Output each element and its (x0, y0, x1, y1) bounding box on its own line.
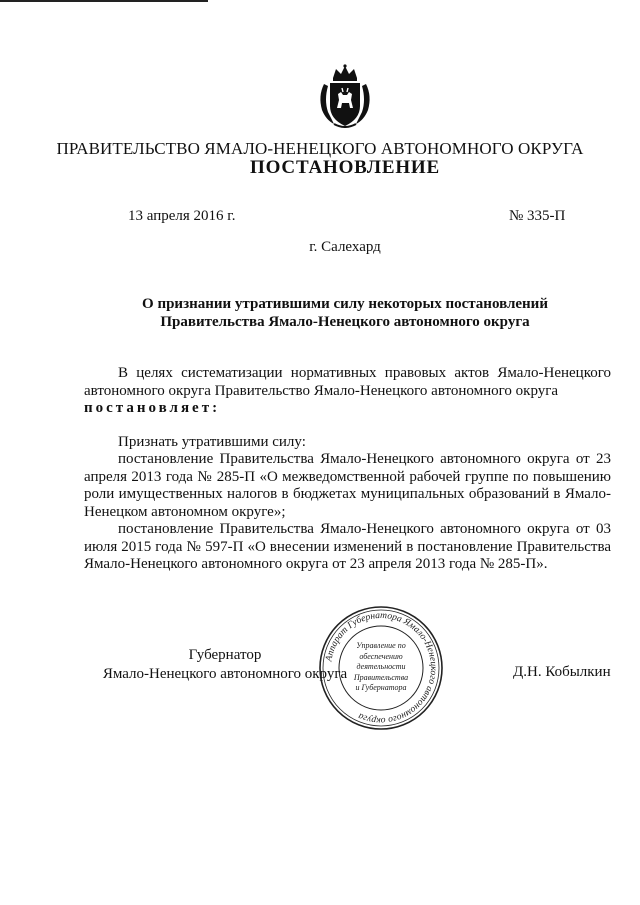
stamp-ring-text: Аппарат Губернатора Ямало-Ненецкого автономного округа (324, 610, 439, 726)
coat-of-arms-icon (314, 64, 376, 128)
top-rule-line (0, 0, 208, 2)
stamp-inner-text (349, 641, 413, 694)
document-title-line-1: О признании утратившими силу некоторых постановлений (142, 296, 548, 312)
stamp-inner-line-2: обеспечению (359, 651, 403, 661)
preamble-paragraph (84, 365, 611, 418)
repealed-item-1-text: постановление Правительства Ямало-Ненецкого автономного округа от 23 апреля 2013 года № 285-П «О межведомственной рабочей группе по повышению роли имущественных налогов в бюджетах муниципальных образований в Ямало-Ненецком автономном округе»; (84, 451, 611, 520)
government-name: ПРАВИТЕЛЬСТВО ЯМАЛО-НЕНЕЦКОГО АВТОНОМНОГО ОКРУГА (56, 139, 584, 158)
document-city: г. Салехард (309, 239, 381, 255)
stamp-inner-line-1: Управление по (356, 641, 406, 650)
document-date: 13 апреля 2016 г. (128, 208, 236, 224)
signatory-title-line-2: Ямало-Ненецкого автономного округа (102, 666, 348, 682)
repealed-item-1 (84, 451, 611, 521)
repealed-item-2 (84, 521, 611, 574)
document-type-heading: ПОСТАНОВЛЕНИЕ (250, 157, 440, 178)
repeal-intro-paragraph (84, 434, 611, 452)
stamp-inner-line-4: Правительства (353, 672, 409, 682)
preamble-text: В целях систематизации нормативных правовых актов Ямало-Ненецкого автономного округа Правительство Ямало-Ненецкого автономного округа (84, 365, 611, 399)
document-title-line-2: Правительства Ямало-Ненецкого автономного округа (160, 314, 530, 330)
signatory-name: Д.Н. Кобылкин (513, 664, 611, 680)
repeal-intro-text: Признать утратившими силу: (118, 434, 306, 450)
document-number: № 335-П (509, 208, 566, 224)
signatory-title-line-1: Губернатор (188, 647, 262, 663)
document-title (130, 295, 560, 331)
repealed-item-2-text: постановление Правительства Ямало-Ненецкого автономного округа от 03 июля 2015 года № 597-П «О внесении изменений в постановление Правительства Ямало-Ненецкого автономного округа от 23 апреля 2013 года № 285-П». (84, 521, 611, 572)
stamp-inner-line-5: и Губернатора (355, 683, 407, 692)
stamp-inner-line-3: деятельности (356, 662, 406, 671)
resolves-keyword: постановляет: (84, 400, 221, 416)
